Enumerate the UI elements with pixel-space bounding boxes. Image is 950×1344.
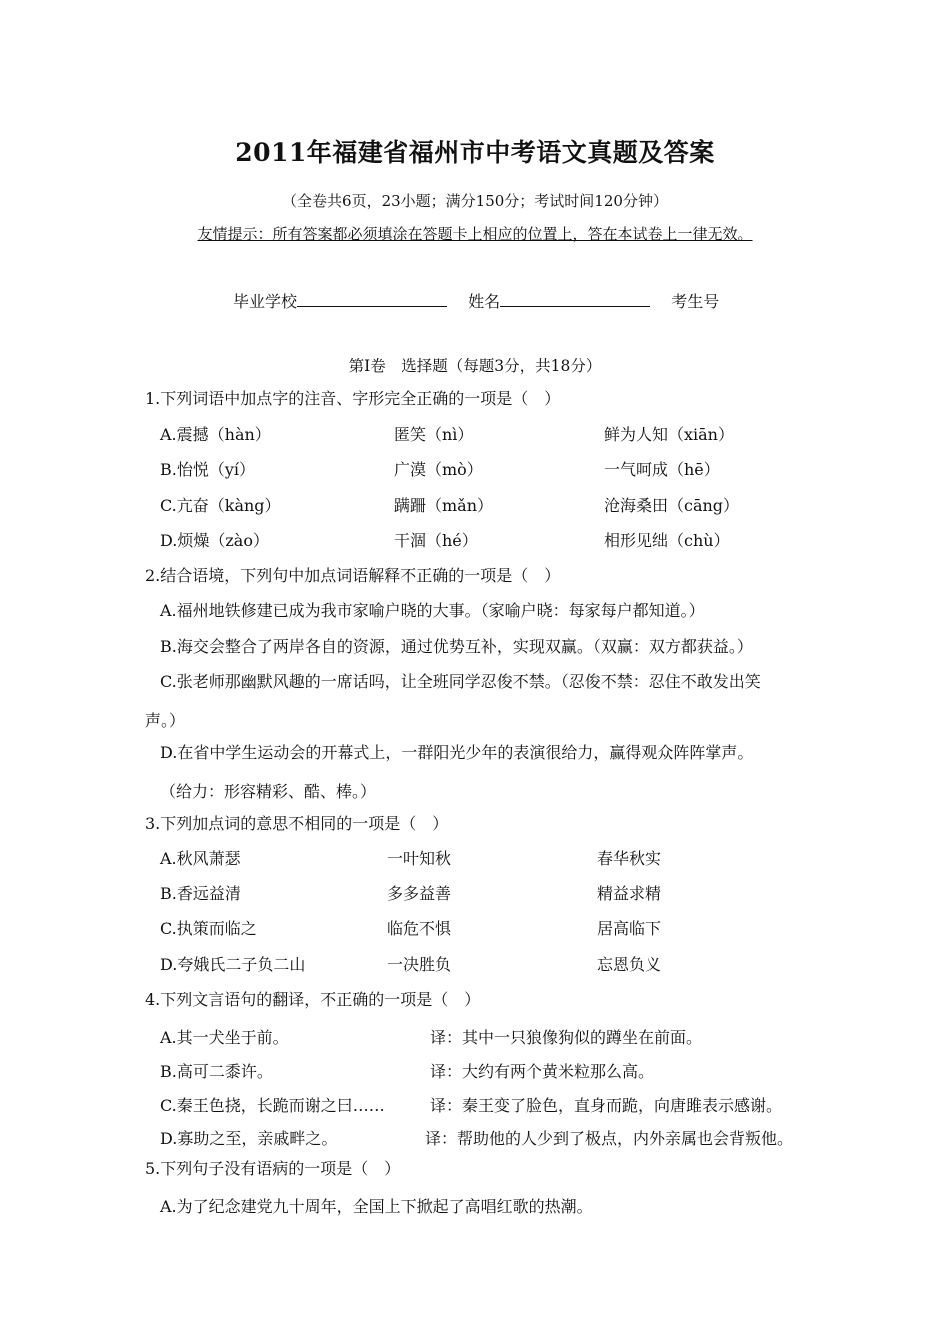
school-label: 毕业学校 xyxy=(233,292,298,311)
q4-option-c: C.秦王色挠，长跪而谢之曰…… xyxy=(160,1096,385,1115)
name-blank xyxy=(500,290,650,307)
q3-option-d-word2: 一决胜负 xyxy=(387,955,452,974)
q1-option-d-word2: 干涸（hé） xyxy=(394,531,478,550)
q2-option-d-continued: （给力：形容精彩、酷、棒。） xyxy=(160,782,377,801)
q1-option-a-word2: 匿笑（nì） xyxy=(394,425,474,444)
q3-option-a: A.秋风萧瑟 xyxy=(160,849,241,868)
question-4-stem: 4.下列文言语句的翻译，不正确的一项是（ ） xyxy=(145,990,481,1009)
question-2-stem: 2.结合语境，下列句中加点词语解释不正确的一项是（ ） xyxy=(145,566,561,585)
question-1-stem: 1.下列词语中加点字的注音、字形完全正确的一项是（ ） xyxy=(145,389,561,408)
q1-option-c: C.亢奋（kàng） xyxy=(160,496,281,515)
q1-option-a-word3: 鲜为人知（xiān） xyxy=(604,425,734,444)
page-title: 2011年福建省福州市中考语文真题及答案 xyxy=(235,138,715,167)
q1-option-b-word3: 一气呵成（hē） xyxy=(604,460,720,479)
q3-option-a-word3: 春华秋实 xyxy=(597,849,662,868)
q3-option-d-word3: 忘恩负义 xyxy=(597,955,662,974)
question-3-stem: 3.下列加点词的意思不相同的一项是（ ） xyxy=(145,814,449,833)
q1-option-d-word3: 相形见绌（chù） xyxy=(604,531,730,550)
q1-option-b: B.怡悦（yí） xyxy=(160,460,256,479)
q4-option-a: A.其一犬坐于前。 xyxy=(160,1028,289,1047)
q4-option-a-translation: 译：其中一只狼像狗似的蹲坐在前面。 xyxy=(430,1028,703,1047)
q3-option-b: B.香远益清 xyxy=(160,884,241,903)
question-5-stem: 5.下列句子没有语病的一项是（ ） xyxy=(145,1159,401,1178)
section-title: 第Ⅰ卷 选择题（每题3分，共18分） xyxy=(348,357,602,375)
q3-option-c-word3: 居高临下 xyxy=(597,919,662,938)
student-info-fields xyxy=(233,289,719,312)
q2-option-c: C.张老师那幽默风趣的一席话吗，让全班同学忍俊不禁。（忍俊不禁：忍住不敢发出笑 xyxy=(160,672,761,691)
exam-info: （全卷共6页，23小题；满分150分；考试时间120分钟） xyxy=(282,192,668,210)
q3-option-c: C.执策而临之 xyxy=(160,919,257,938)
q4-option-b: B.高可二黍许。 xyxy=(160,1062,273,1081)
q4-option-d: D.寡助之至，亲戚畔之。 xyxy=(160,1129,338,1148)
q4-option-b-translation: 译：大约有两个黄米粒那么高。 xyxy=(430,1062,655,1081)
q1-option-c-word3: 沧海桑田（cāng） xyxy=(604,496,740,515)
name-label: 姓名 xyxy=(468,292,501,311)
q2-option-a: A.福州地铁修建已成为我市家喻户晓的大事。（家喻户晓：每家每户都知道。） xyxy=(160,601,705,620)
exam-number-label: 考生号 xyxy=(671,292,720,311)
q4-option-d-translation: 译：帮助他的人少到了极点，内外亲属也会背叛他。 xyxy=(425,1129,794,1148)
q5-option-a: A.为了纪念建党九十周年，全国上下掀起了高唱红歌的热潮。 xyxy=(160,1197,593,1216)
q1-option-c-word2: 蹒跚（mǎn） xyxy=(394,496,494,515)
school-blank xyxy=(297,290,447,307)
q3-option-b-word3: 精益求精 xyxy=(597,884,662,903)
q1-option-d: D.烦燥（zào） xyxy=(160,531,269,550)
q3-option-a-word2: 一叶知秋 xyxy=(387,849,452,868)
q3-option-b-word2: 多多益善 xyxy=(387,884,452,903)
q2-option-d: D.在省中学生运动会的开幕式上，一群阳光少年的表演很给力，赢得观众阵阵掌声。 xyxy=(160,743,754,762)
q3-option-c-word2: 临危不惧 xyxy=(387,919,452,938)
q4-option-c-translation: 译：秦王变了脸色，直身而跪，向唐雎表示感谢。 xyxy=(430,1096,783,1115)
friendly-tip xyxy=(0,223,950,244)
q1-option-a: A.震撼（hàn） xyxy=(160,425,271,444)
friendly-tip-text: 友情提示：所有答案都必须填涂在答题卡上相应的位置上，答在本试卷上一律无效。 xyxy=(197,225,753,243)
q2-option-c-continued: 声。） xyxy=(145,711,186,730)
q2-option-b: B.海交会整合了两岸各自的资源，通过优势互补，实现双赢。（双赢：双方都获益。） xyxy=(160,637,753,656)
q1-option-b-word2: 广漠（mò） xyxy=(394,460,483,479)
q3-option-d: D.夸娥氏二子负二山 xyxy=(160,955,306,974)
